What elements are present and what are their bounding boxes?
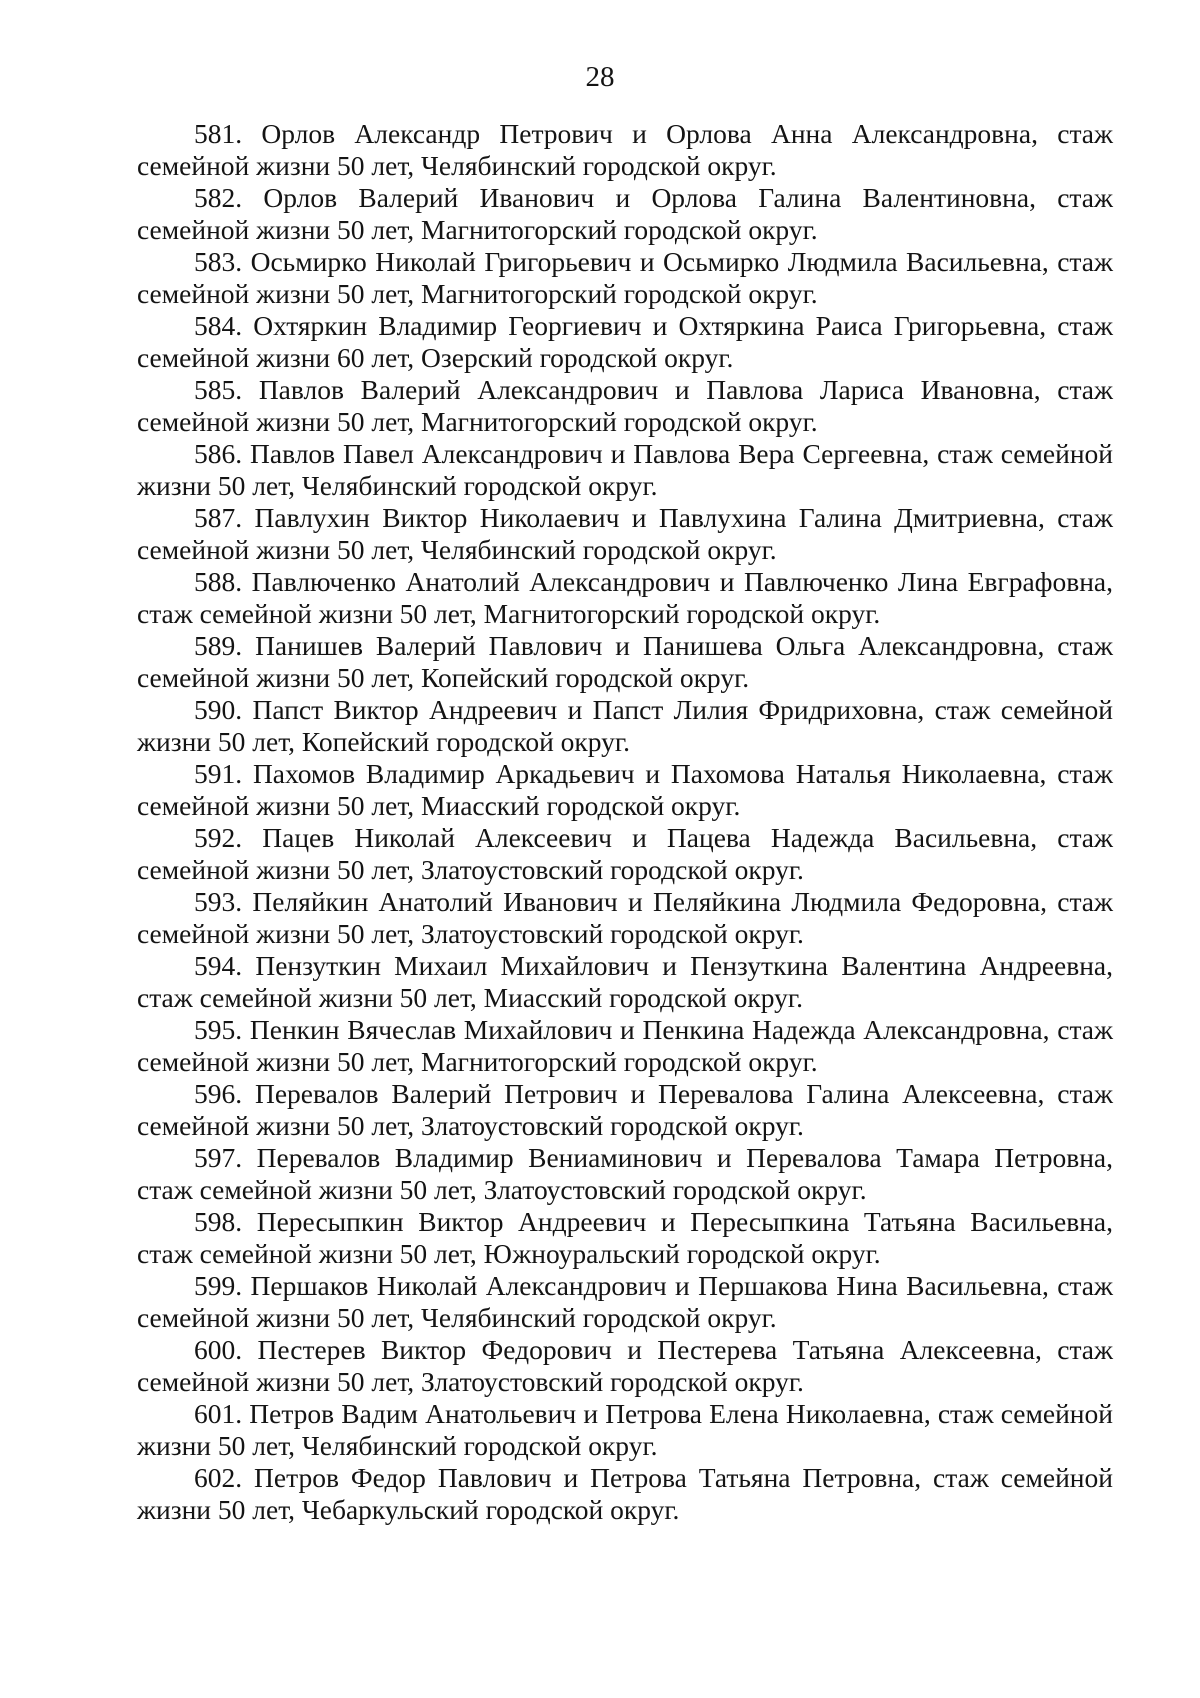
entry-text: Орлов Валерий Иванович и Орлова Галина Валентиновна, стаж семейной жизни 50 лет, Магнитогорский городской округ. [137,182,1113,245]
entry-number: 587. [194,502,243,533]
entry-text: Осьмирко Николай Григорьевич и Осьмирко Людмила Васильевна, стаж семейной жизни 50 лет, Магнитогорский городской округ. [137,246,1113,309]
list-item [137,630,1113,694]
entry-number: 600. [194,1334,243,1365]
list-item [137,1142,1113,1206]
entry-text: Пересыпкин Виктор Андреевич и Пересыпкина Татьяна Васильевна, стаж семейной жизни 50 лет, Южноуральский городской округ. [137,1206,1113,1269]
list-item [137,118,1113,182]
entry-text: Павлов Павел Александрович и Павлова Вера Сергеевна, стаж семейной жизни 50 лет, Челябинский городской округ. [137,438,1114,501]
entry-number: 585. [194,374,243,405]
list-item [137,758,1113,822]
entry-text: Перевалов Валерий Петрович и Перевалова Галина Алексеевна, стаж семейной жизни 50 лет, Златоустовский городской округ. [137,1078,1113,1141]
entry-number: 584. [194,310,243,341]
entry-text: Пензуткин Михаил Михайлович и Пензуткина Валентина Андреевна, стаж семейной жизни 50 лет, Миасский городской округ. [137,950,1113,1013]
entry-text: Павлов Валерий Александрович и Павлова Лариса Ивановна, стаж семейной жизни 50 лет, Магнитогорский городской округ. [137,374,1114,437]
entry-number: 595. [194,1014,243,1045]
entry-text: Павлухин Виктор Николаевич и Павлухина Галина Дмитриевна, стаж семейной жизни 50 лет, Челябинский городской округ. [137,502,1113,565]
list-item [137,822,1113,886]
entry-number: 582. [194,182,243,213]
list-item [137,566,1113,630]
list-item [137,694,1113,758]
entry-text: Охтяркин Владимир Георгиевич и Охтяркина Раиса Григорьевна, стаж семейной жизни 60 лет, Озерский городской округ. [137,310,1113,373]
list-item [137,1462,1113,1526]
entry-number: 592. [194,822,243,853]
page-number: 28 [585,61,615,93]
entry-number: 590. [194,694,243,725]
list-item [137,502,1113,566]
entry-list [137,118,1113,1526]
entry-text: Павлюченко Анатолий Александрович и Павлюченко Лина Евграфовна, стаж семейной жизни 50 лет, Магнитогорский городской округ. [137,566,1114,629]
entry-text: Першаков Николай Александрович и Першакова Нина Васильевна, стаж семейной жизни 50 лет, Челябинский городской округ. [137,1270,1113,1333]
entry-text: Петров Федор Павлович и Петрова Татьяна Петровна, стаж семейной жизни 50 лет, Чебаркульский городской округ. [137,1462,1113,1525]
entry-number: 589. [194,630,243,661]
list-item [137,886,1113,950]
entry-number: 598. [194,1206,243,1237]
entry-text: Пеляйкин Анатолий Иванович и Пеляйкина Людмила Федоровна, стаж семейной жизни 50 лет, Златоустовский городской округ. [137,886,1114,949]
entry-number: 593. [194,886,243,917]
entry-text: Петров Вадим Анатольевич и Петрова Елена Николаевна, стаж семейной жизни 50 лет, Челябинский городской округ. [137,1398,1113,1461]
entry-text: Пенкин Вячеслав Михайлович и Пенкина Надежда Александровна, стаж семейной жизни 50 лет, Магнитогорский городской округ. [137,1014,1114,1077]
entry-number: 588. [194,566,243,597]
list-item [137,438,1113,502]
entry-number: 597. [194,1142,243,1173]
entry-number: 581. [194,118,243,149]
list-item [137,182,1113,246]
list-item [137,1206,1113,1270]
entry-number: 591. [194,758,243,789]
entry-number: 583. [194,246,243,277]
list-item [137,1014,1113,1078]
list-item [137,1334,1113,1398]
entry-text: Пахомов Владимир Аркадьевич и Пахомова Наталья Николаевна, стаж семейной жизни 50 лет, Миасский городской округ. [137,758,1113,821]
list-item [137,950,1113,1014]
list-item [137,310,1113,374]
list-item [137,1398,1113,1462]
list-item [137,246,1113,310]
list-item [137,1078,1113,1142]
entry-text: Пестерев Виктор Федорович и Пестерева Татьяна Алексеевна, стаж семейной жизни 50 лет, Златоустовский городской округ. [137,1334,1114,1397]
entry-text: Панишев Валерий Павлович и Панишева Ольга Александровна, стаж семейной жизни 50 лет, Копейский городской округ. [137,630,1114,693]
entry-number: 599. [194,1270,243,1301]
entry-text: Орлов Александр Петрович и Орлова Анна Александровна, стаж семейной жизни 50 лет, Челябинский городской округ. [137,118,1114,181]
entry-number: 601. [194,1398,243,1429]
entry-number: 594. [194,950,243,981]
entry-text: Перевалов Владимир Вениаминович и Перевалова Тамара Петровна, стаж семейной жизни 50 лет, Златоустовский городской округ. [137,1142,1113,1205]
entry-number: 602. [194,1462,243,1493]
entry-text: Пацев Николай Алексеевич и Пацева Надежда Васильевна, стаж семейной жизни 50 лет, Златоустовский городской округ. [137,822,1114,885]
entry-text: Папст Виктор Андреевич и Папст Лилия Фридриховна, стаж семейной жизни 50 лет, Копейский городской округ. [137,694,1114,757]
entry-number: 586. [194,438,243,469]
entry-number: 596. [194,1078,243,1109]
list-item [137,374,1113,438]
list-item [137,1270,1113,1334]
